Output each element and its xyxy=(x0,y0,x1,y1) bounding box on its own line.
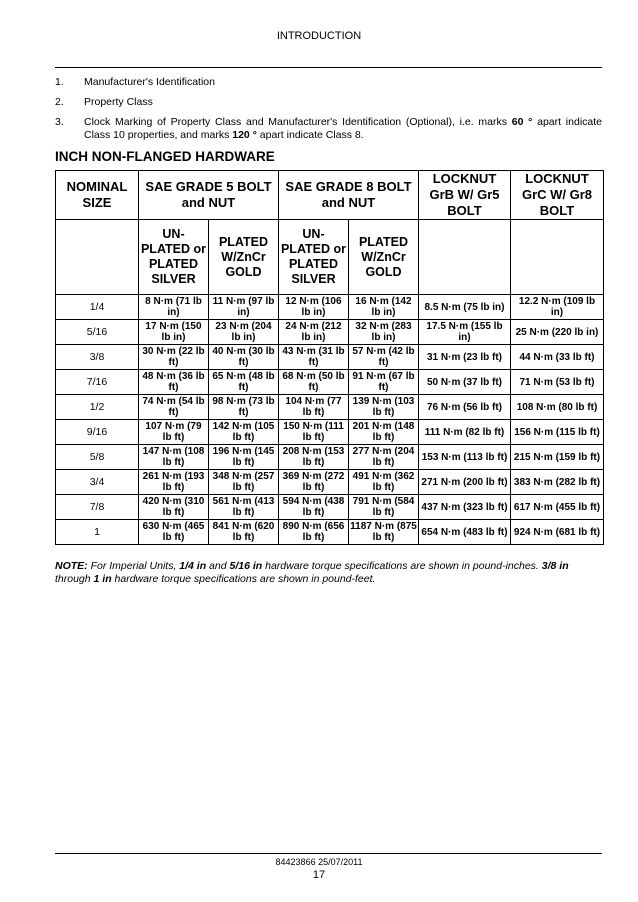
nominal-size-cell: 1 xyxy=(56,520,139,545)
table-row xyxy=(56,495,604,520)
footnote-bold: 1/4 in xyxy=(179,560,207,572)
nominal-size-cell: 5/8 xyxy=(56,445,139,470)
footnote-text: and xyxy=(206,560,230,572)
torque-value-cell: 68 N·m (50 lb ft) xyxy=(279,370,349,395)
torque-value-cell: 25 N·m (220 lb in) xyxy=(511,320,604,345)
torque-value-cell: 11 N·m (97 lb in) xyxy=(209,295,279,320)
footnote-bold: 1 in xyxy=(93,573,112,585)
header-rule xyxy=(55,67,602,68)
footnote-label: NOTE: xyxy=(55,560,88,572)
note-text-part: apart indicate Class 10 properties, and marks xyxy=(84,116,602,141)
page-number: 17 xyxy=(312,869,326,881)
torque-value-cell: 924 N·m (681 lb ft) xyxy=(511,520,604,545)
torque-value-cell: 630 N·m (465 lb ft) xyxy=(139,520,209,545)
note-number: 2. xyxy=(55,96,64,108)
torque-value-cell: 30 N·m (22 lb ft) xyxy=(139,345,209,370)
torque-value-cell: 108 N·m (80 lb ft) xyxy=(511,395,604,420)
torque-value-cell: 24 N·m (212 lb in) xyxy=(279,320,349,345)
torque-value-cell: 153 N·m (113 lb ft) xyxy=(419,445,511,470)
torque-value-cell: 420 N·m (310 lb ft) xyxy=(139,495,209,520)
section-title: INCH NON-FLANGED HARDWARE xyxy=(55,149,275,164)
torque-value-cell: 261 N·m (193 lb ft) xyxy=(139,470,209,495)
subheader-plated-gr5: PLATED W/ZnCr GOLD xyxy=(209,220,279,295)
torque-value-cell: 890 N·m (656 lb ft) xyxy=(279,520,349,545)
subheader-empty xyxy=(419,220,511,295)
footnote xyxy=(55,560,602,586)
torque-value-cell: 76 N·m (56 lb ft) xyxy=(419,395,511,420)
torque-value-cell: 8.5 N·m (75 lb in) xyxy=(419,295,511,320)
torque-value-cell: 17.5 N·m (155 lb in) xyxy=(419,320,511,345)
torque-table-body xyxy=(56,295,604,545)
torque-value-cell: 654 N·m (483 lb ft) xyxy=(419,520,511,545)
torque-value-cell: 617 N·m (455 lb ft) xyxy=(511,495,604,520)
torque-value-cell: 348 N·m (257 lb ft) xyxy=(209,470,279,495)
torque-value-cell: 383 N·m (282 lb ft) xyxy=(511,470,604,495)
table-row xyxy=(56,295,604,320)
torque-value-cell: 57 N·m (42 lb ft) xyxy=(349,345,419,370)
footnote-text: For Imperial Units, xyxy=(87,560,180,572)
torque-value-cell: 150 N·m (111 lb ft) xyxy=(279,420,349,445)
nominal-size-cell: 1/4 xyxy=(56,295,139,320)
nominal-size-cell: 1/2 xyxy=(56,395,139,420)
note-item xyxy=(55,76,602,89)
footnote-bold: 3/8 in xyxy=(541,560,569,572)
torque-value-cell: 215 N·m (159 lb ft) xyxy=(511,445,604,470)
torque-value-cell: 17 N·m (150 lb in) xyxy=(139,320,209,345)
torque-value-cell: 71 N·m (53 lb ft) xyxy=(511,370,604,395)
torque-value-cell: 208 N·m (153 lb ft) xyxy=(279,445,349,470)
nominal-size-cell: 5/16 xyxy=(56,320,139,345)
note-item xyxy=(55,96,602,109)
note-text: Manufacturer's Identification xyxy=(84,76,215,88)
table-row xyxy=(56,370,604,395)
table-row xyxy=(56,520,604,545)
table-row xyxy=(56,320,604,345)
torque-table xyxy=(55,170,604,545)
nominal-size-cell: 3/8 xyxy=(56,345,139,370)
torque-value-cell: 50 N·m (37 lb ft) xyxy=(419,370,511,395)
footnote-bold: 5/16 in xyxy=(229,560,263,572)
torque-value-cell: 8 N·m (71 lb in) xyxy=(139,295,209,320)
note-text-part: Clock Marking of Property Class and Manufacturer's Identification (Optional), i.e. marks xyxy=(84,116,512,128)
torque-value-cell: 91 N·m (67 lb ft) xyxy=(349,370,419,395)
footnote-text: through xyxy=(55,573,94,585)
torque-value-cell: 40 N·m (30 lb ft) xyxy=(209,345,279,370)
note-number: 3. xyxy=(55,116,64,128)
torque-value-cell: 44 N·m (33 lb ft) xyxy=(511,345,604,370)
page-header-title: INTRODUCTION xyxy=(276,30,362,42)
note-text xyxy=(84,116,602,142)
document-reference: 84423866 25/07/2011 xyxy=(275,857,363,867)
torque-value-cell: 201 N·m (148 lb ft) xyxy=(349,420,419,445)
torque-value-cell: 437 N·m (323 lb ft) xyxy=(419,495,511,520)
torque-value-cell: 48 N·m (36 lb ft) xyxy=(139,370,209,395)
angle-60: 60 ° xyxy=(511,116,533,128)
torque-value-cell: 791 N·m (584 lb ft) xyxy=(349,495,419,520)
nominal-size-cell: 7/8 xyxy=(56,495,139,520)
torque-value-cell: 111 N·m (82 lb ft) xyxy=(419,420,511,445)
torque-value-cell: 65 N·m (48 lb ft) xyxy=(209,370,279,395)
subheader-plated-gr8: PLATED W/ZnCr GOLD xyxy=(349,220,419,295)
torque-value-cell: 1187 N·m (875 lb ft) xyxy=(350,521,417,543)
table-row xyxy=(56,345,604,370)
header-sae-grade-8: SAE GRADE 8 BOLT and NUT xyxy=(279,171,419,220)
torque-value-cell: 594 N·m (438 lb ft) xyxy=(279,495,349,520)
header-locknut-grb: LOCKNUT GrB W/ Gr5 BOLT xyxy=(419,171,511,220)
torque-value-cell: 107 N·m (79 lb ft) xyxy=(139,420,209,445)
note-text: Property Class xyxy=(84,96,153,108)
torque-value-cell: 43 N·m (31 lb ft) xyxy=(279,345,349,370)
footnote-text: hardware torque specifications are shown in pound-inches. xyxy=(262,560,542,572)
torque-value-cell: 369 N·m (272 lb ft) xyxy=(279,470,349,495)
table-row xyxy=(56,445,604,470)
torque-value-cell: 196 N·m (145 lb ft) xyxy=(209,445,279,470)
torque-value-cell: 561 N·m (413 lb ft) xyxy=(209,495,279,520)
footnote-text: hardware torque specifications are shown in pound-feet. xyxy=(111,573,376,585)
torque-value-cell: 147 N·m (108 lb ft) xyxy=(139,445,209,470)
torque-value-cell: 491 N·m (362 lb ft) xyxy=(349,470,419,495)
torque-value-cell: 12.2 N·m (109 lb in) xyxy=(511,295,604,320)
nominal-size-cell: 9/16 xyxy=(56,420,139,445)
torque-value-cell: 139 N·m (103 lb ft) xyxy=(349,395,419,420)
torque-value-cell: 74 N·m (54 lb ft) xyxy=(139,395,209,420)
subheader-empty xyxy=(56,220,139,295)
nominal-size-cell: 7/16 xyxy=(56,370,139,395)
table-row xyxy=(56,470,604,495)
subheader-empty xyxy=(511,220,604,295)
torque-value-cell: 277 N·m (204 lb ft) xyxy=(349,445,419,470)
subheader-unplated-gr8: UN-PLATED or PLATED SILVER xyxy=(279,220,349,295)
torque-value-cell: 156 N·m (115 lb ft) xyxy=(511,420,604,445)
table-row xyxy=(56,395,604,420)
header-nominal-size: NOMINAL SIZE xyxy=(56,171,139,220)
table-row xyxy=(56,420,604,445)
torque-value-cell: 12 N·m (106 lb in) xyxy=(279,295,349,320)
torque-value-cell: 16 N·m (142 lb in) xyxy=(349,295,419,320)
footer-rule xyxy=(55,853,602,854)
torque-value-cell: 142 N·m (105 lb ft) xyxy=(209,420,279,445)
notes-list xyxy=(55,76,602,149)
torque-value-cell: 104 N·m (77 lb ft) xyxy=(279,395,349,420)
header-locknut-grc: LOCKNUT GrC W/ Gr8 BOLT xyxy=(511,171,604,220)
header-sae-grade-5: SAE GRADE 5 BOLT and NUT xyxy=(139,171,279,220)
note-number: 1. xyxy=(55,76,64,88)
torque-value-cell: 32 N·m (283 lb in) xyxy=(349,320,419,345)
nominal-size-cell: 3/4 xyxy=(56,470,139,495)
subheader-unplated-gr5: UN-PLATED or PLATED SILVER xyxy=(139,220,209,295)
torque-value-cell: 98 N·m (73 lb ft) xyxy=(209,395,279,420)
angle-120: 120 ° xyxy=(232,129,257,141)
torque-value-cell: 23 N·m (204 lb in) xyxy=(209,320,279,345)
torque-value-cell: 31 N·m (23 lb ft) xyxy=(419,345,511,370)
note-item xyxy=(55,116,602,142)
torque-value-cell: 841 N·m (620 lb ft) xyxy=(209,520,279,545)
note-text-part: apart indicate Class 8. xyxy=(256,129,364,141)
torque-value-cell: 271 N·m (200 lb ft) xyxy=(419,470,511,495)
